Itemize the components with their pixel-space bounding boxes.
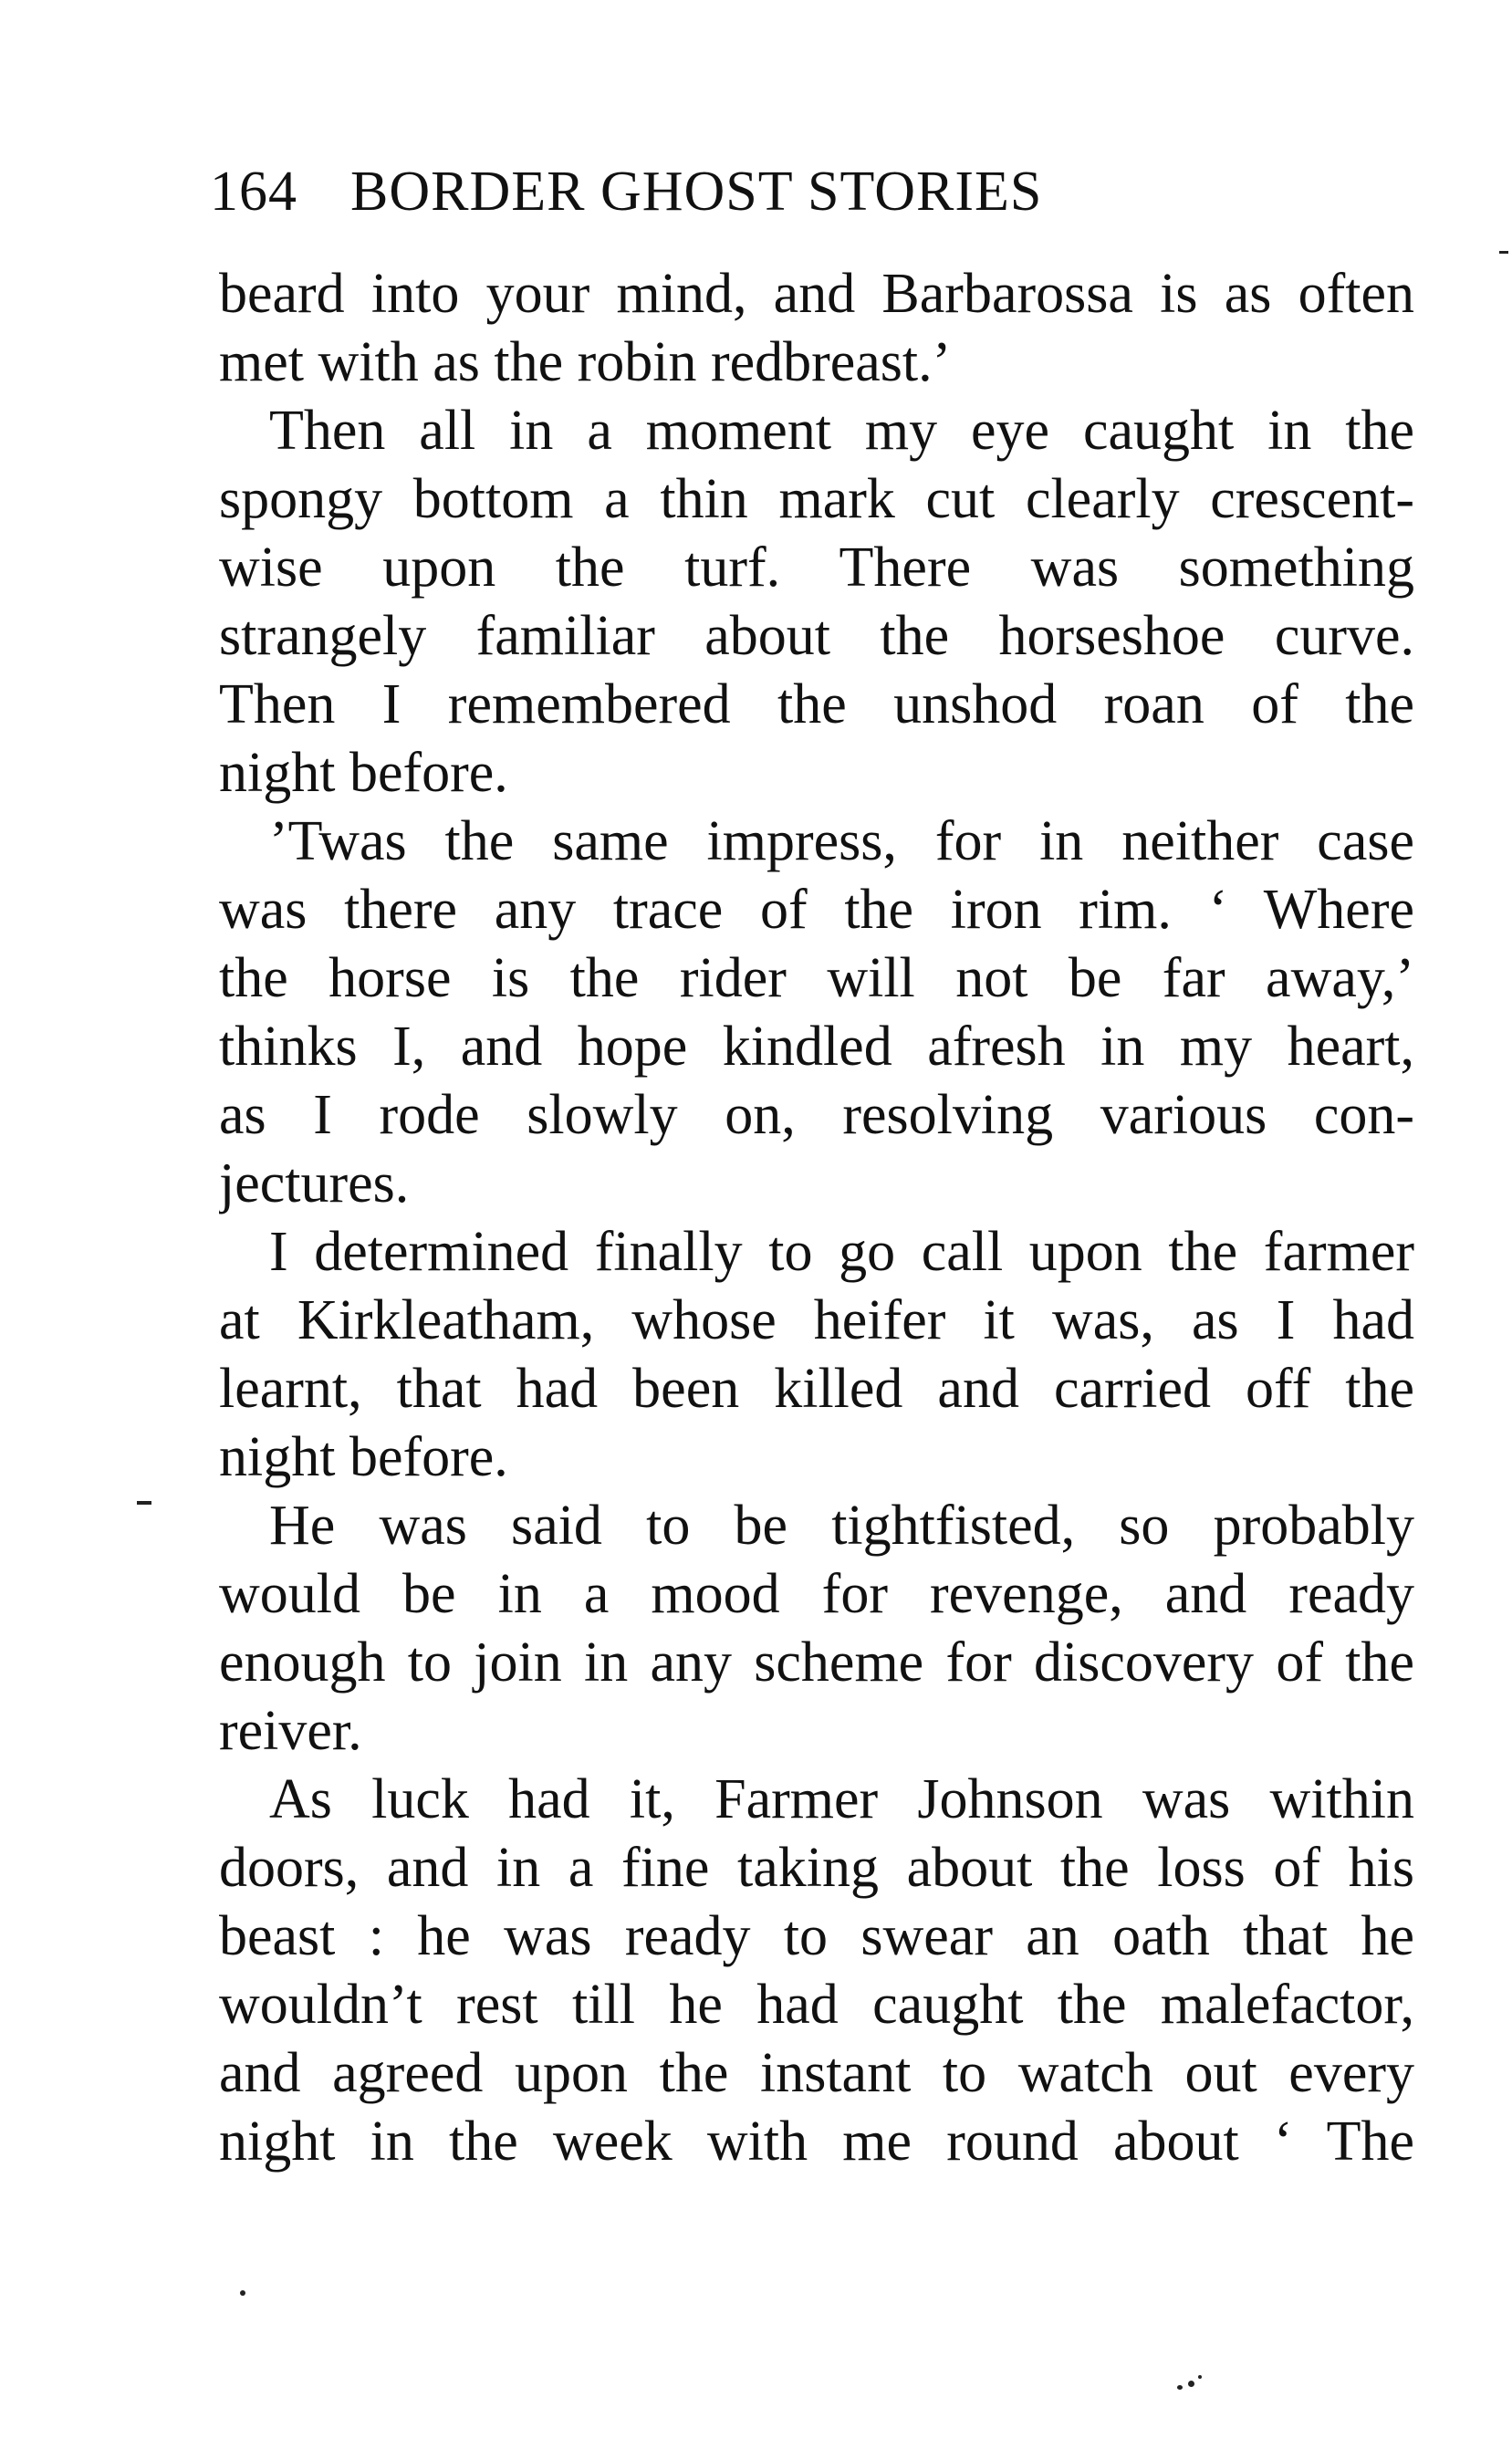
text-line: at Kirkleatham, whose heifer it was, as I had [219, 1289, 1414, 1351]
text-line: Then I remembered the unshod roan of the [219, 673, 1414, 735]
scan-speck [240, 2290, 245, 2296]
text-line: jectures. [219, 1152, 410, 1214]
text-line: and agreed upon the instant to watch out every [219, 2042, 1414, 2104]
text-line: spongy bottom a thin mark cut clearly crescent- [219, 468, 1414, 530]
text-line: enough to join in any scheme for discovery of the [219, 1631, 1414, 1694]
text-line: night before. [219, 742, 508, 804]
scan-speck [1177, 2385, 1183, 2390]
scan-speck [1499, 251, 1508, 254]
text-line: doors, and in a fine taking about the loss of his [219, 1837, 1414, 1899]
text-line: night in the week with me round about ‘ The [219, 2111, 1414, 2173]
text-line: would be in a mood for revenge, and ready [219, 1563, 1414, 1625]
text-line: was there any trace of the iron rim. ‘ Where [219, 879, 1414, 941]
running-head [210, 151, 1214, 233]
text-line: thinks I, and hope kindled afresh in my heart, [219, 1016, 1414, 1078]
text-line: beast : he was ready to swear an oath that he [219, 1905, 1414, 1967]
text-line: wouldn’t rest till he had caught the malefactor, [219, 1974, 1414, 2036]
text-line: night before. [219, 1426, 508, 1488]
text-line: learnt, that had been killed and carried off the [219, 1358, 1414, 1420]
paragraph-start-line: I determined finally to go call upon the farmer [269, 1221, 1414, 1283]
body-text [219, 260, 1414, 2176]
paragraph-start-line: As luck had it, Farmer Johnson was within [269, 1768, 1414, 1830]
text-line: wise upon the turf. There was something [219, 537, 1414, 599]
scan-speck [137, 1501, 151, 1505]
running-title: BORDER GHOST STORIES [350, 161, 1043, 223]
text-line: met with as the robin redbreast.’ [219, 331, 952, 393]
scan-speck [1188, 2381, 1194, 2387]
paragraph-start-line: He was said to be tightfisted, so probably [269, 1495, 1414, 1557]
paragraph-start-line: Then all in a moment my eye caught in the [269, 400, 1414, 462]
text-line: reiver. [219, 1700, 362, 1762]
paragraph-start-line: ’Twas the same impress, for in neither case [269, 810, 1414, 872]
text-line: as I rode slowly on, resolving various con- [219, 1084, 1414, 1146]
scan-speck [1198, 2375, 1202, 2379]
text-line: the horse is the rider will not be far away,’ [219, 947, 1414, 1009]
page-number: 164 [210, 161, 297, 223]
text-line: strangely familiar about the horseshoe curve. [219, 605, 1414, 667]
text-line: beard into your mind, and Barbarossa is as often [219, 263, 1414, 325]
